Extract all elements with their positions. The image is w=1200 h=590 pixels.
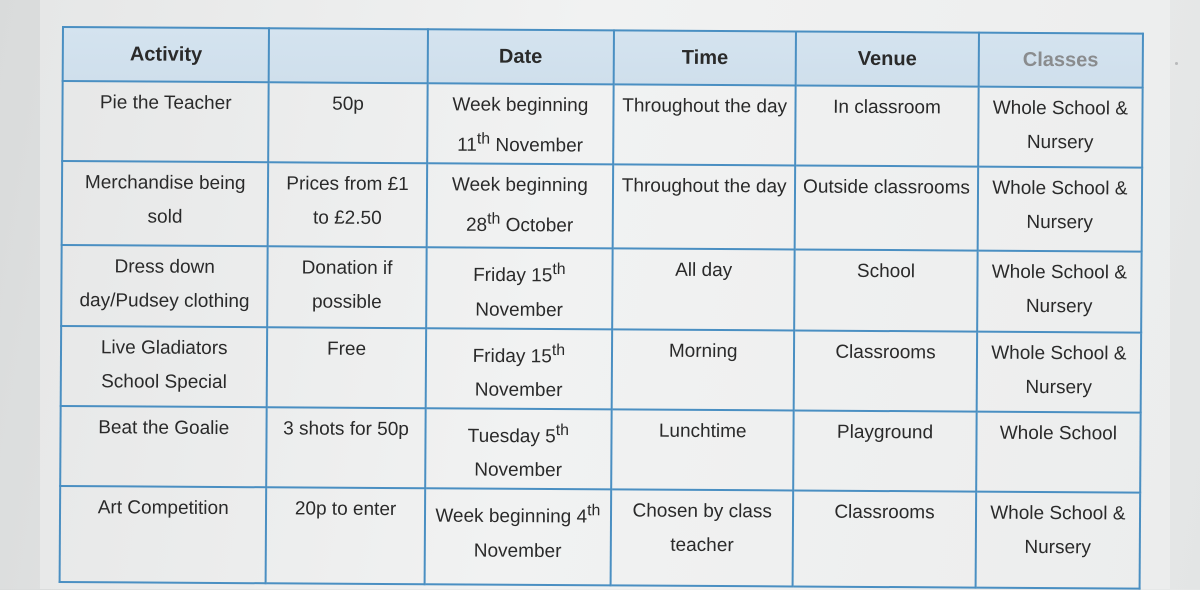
time-line: teacher — [670, 535, 734, 557]
classes-line: Nursery — [1024, 537, 1091, 559]
table-row — [61, 245, 1141, 332]
cell-venue — [794, 250, 977, 331]
header-classes: Classes — [978, 33, 1143, 88]
date-day: 28 — [465, 215, 488, 237]
cell-venue — [795, 166, 978, 251]
time-text: Morning — [668, 340, 738, 362]
paper-speck — [1175, 62, 1178, 65]
date-day: Friday 15 — [472, 345, 552, 367]
header-cost — [269, 28, 428, 83]
activity-line: Dress down — [114, 256, 215, 279]
header-activity: Activity — [63, 27, 270, 82]
date-month: October — [500, 215, 574, 237]
activity-line: day/Pudsey clothing — [79, 290, 250, 313]
date-month: November — [475, 299, 563, 321]
cost-text: 50p — [332, 93, 364, 115]
cost-line: Donation if — [301, 257, 393, 280]
date-day: Week beginning 4 — [435, 505, 588, 528]
venue-text: Playground — [836, 421, 934, 444]
classes-line: Nursery — [1025, 296, 1093, 318]
cell-activity — [61, 326, 268, 408]
venue-text: In classroom — [833, 96, 941, 119]
cost-text: Free — [326, 338, 367, 360]
cell-venue — [795, 85, 978, 166]
classes-line: Nursery — [1026, 131, 1094, 154]
cell-venue — [793, 491, 976, 588]
cell-time — [613, 84, 796, 165]
cell-date — [426, 248, 613, 329]
date-line: Week beginning — [452, 94, 589, 117]
time-text: All day — [675, 260, 733, 282]
date-ordinal: th — [487, 210, 501, 229]
table-row — [61, 326, 1141, 413]
cell-date — [427, 83, 614, 164]
date-ordinal: th — [552, 261, 566, 279]
date-day: 11 — [457, 134, 477, 156]
venue-text: Outside classrooms — [803, 176, 970, 199]
activity-line: Merchandise being — [84, 172, 246, 195]
date-ordinal: th — [555, 422, 570, 440]
venue-text: School — [856, 261, 916, 283]
date-month: November — [474, 379, 563, 402]
table-row — [62, 81, 1142, 168]
header-row — [63, 27, 1143, 88]
cell-cost — [266, 488, 425, 585]
cell-date — [425, 328, 612, 409]
cost-line: possible — [311, 291, 382, 314]
date-month: November — [490, 134, 584, 157]
cell-cost — [268, 247, 427, 328]
time-text: Throughout the day — [622, 95, 788, 118]
header-date: Date — [427, 29, 614, 84]
cell-date — [424, 489, 611, 586]
table-row — [62, 161, 1142, 252]
cost-line: to £2.50 — [312, 207, 382, 230]
cell-activity — [61, 245, 268, 327]
activity-line: Live Gladiators — [100, 336, 228, 359]
cell-classes — [976, 331, 1141, 412]
date-ordinal: th — [587, 502, 601, 520]
cost-text: 20p to enter — [294, 498, 397, 521]
venue-text: Classrooms — [834, 502, 935, 524]
table-row — [60, 406, 1140, 493]
cell-venue — [794, 330, 977, 411]
cell-activity — [62, 81, 269, 163]
header-venue: Venue — [796, 31, 979, 86]
cell-classes — [977, 251, 1142, 332]
activity-text: Art Competition — [97, 497, 229, 520]
classes-line: Nursery — [1025, 376, 1092, 398]
classes-text: Whole School — [999, 422, 1118, 445]
cell-date — [425, 408, 612, 489]
cell-classes — [976, 412, 1141, 493]
cost-line: Prices from £1 — [286, 173, 409, 196]
date-day: Friday 15 — [473, 265, 553, 287]
fundraising-events-table — [59, 26, 1144, 590]
activity-line: School Special — [101, 370, 227, 393]
time-line: Chosen by class — [632, 500, 772, 523]
cell-time — [613, 165, 796, 250]
classes-line: Whole School & — [991, 342, 1127, 365]
cell-classes — [978, 87, 1143, 168]
cell-time — [611, 409, 794, 490]
date-ordinal: th — [551, 341, 566, 359]
time-text: Throughout the day — [621, 175, 787, 198]
cell-time — [611, 490, 794, 587]
cell-time — [612, 329, 795, 410]
time-text: Lunchtime — [658, 420, 747, 443]
classes-line: Whole School & — [992, 97, 1128, 120]
date-month: November — [473, 540, 562, 562]
cell-cost — [267, 327, 426, 408]
cost-text: 3 shots for 50p — [283, 418, 409, 441]
activity-line: sold — [147, 206, 183, 229]
cell-classes — [977, 167, 1142, 252]
cell-date — [426, 164, 613, 249]
cell-venue — [794, 410, 977, 491]
activity-text: Beat the Goalie — [98, 417, 230, 440]
classes-line: Whole School & — [991, 262, 1127, 284]
cell-cost — [268, 163, 427, 248]
date-month: November — [474, 459, 563, 482]
header-time: Time — [614, 30, 797, 85]
cell-classes — [975, 492, 1140, 589]
cell-time — [612, 249, 795, 330]
activity-text: Pie the Teacher — [99, 92, 232, 115]
cell-cost — [269, 82, 428, 163]
cell-cost — [267, 407, 426, 488]
venue-text: Classrooms — [835, 341, 936, 363]
date-ordinal: th — [476, 130, 491, 148]
date-day: Tuesday 5 — [467, 425, 556, 448]
cell-activity — [60, 406, 267, 488]
classes-line: Whole School & — [990, 502, 1126, 525]
cell-activity — [60, 486, 267, 583]
classes-line: Nursery — [1026, 212, 1093, 234]
date-line: Week beginning — [451, 174, 588, 197]
table-row — [60, 486, 1141, 589]
cell-activity — [62, 161, 269, 246]
classes-line: Whole School & — [992, 178, 1128, 200]
